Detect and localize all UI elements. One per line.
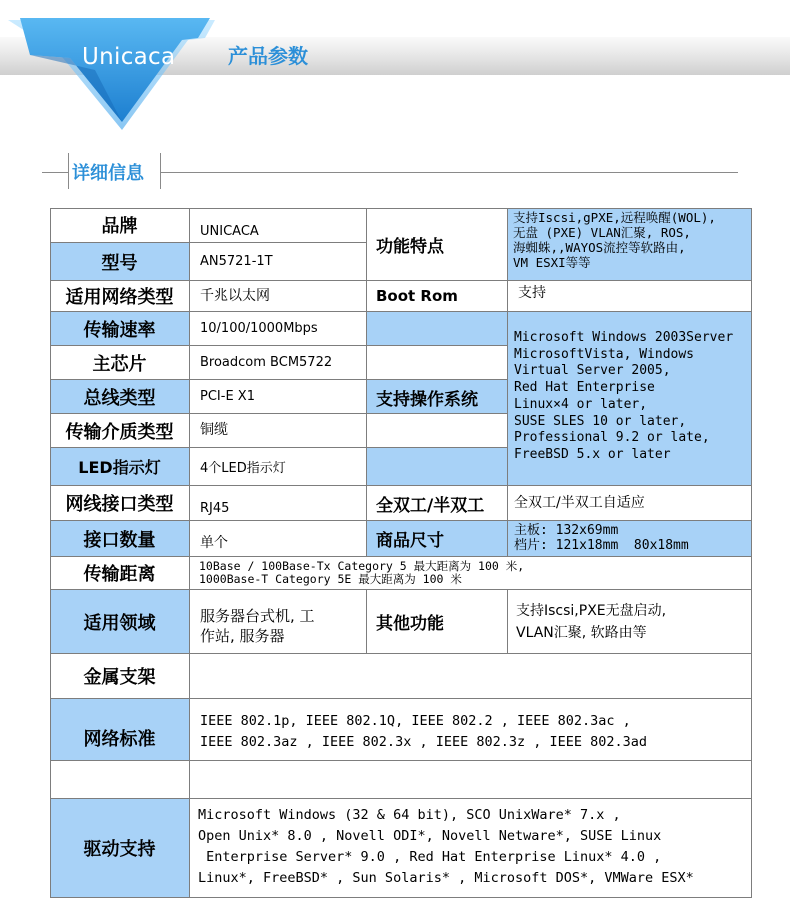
driver-value: Microsoft Windows (32 & 64 bit), SCO UnixWare* 7.x , Open Unix* 8.0 , Novell ODI*, Novell Netware*, SUSE Linux Enterprise Server* 9.0 , Red Hat Enterprise Linux* 4.0 , Linux*, FreeBSD* , Sun Solaris* , Microsoft DOS*, VMWare ESX* [190,799,752,898]
os-label-stripe-2 [367,346,508,380]
usage-value: 服务器台式机, 工 作站, 服务器 [190,590,367,654]
medium-value: 铜缆 [190,414,367,448]
speed-value: 10/100/1000Mbps [190,312,367,346]
distance-value: 10Base / 100Base-Tx Category 5 最大距离为 100 米, 1000Base-T Category 5E 最大距离为 100 米 [190,557,752,590]
os-value: Microsoft Windows 2003Server MicrosoftVista, Windows Virtual Server 2005, Red Hat Enterprise Linux×4 or later, SUSE SLES 10 or later, Professional 9.2 or late, FreeBSD 5.x or later [508,312,752,486]
brand-label: 品牌 [50,208,190,243]
features-label: 功能特点 [367,208,508,281]
port-type-value: RJ45 [190,486,367,521]
os-label-stripe-5 [367,448,508,486]
os-label-stripe-4 [367,414,508,448]
duplex-value: 全双工/半双工自适应 [508,486,752,521]
blank-row-value [190,761,752,799]
chip-value: Broadcom BCM5722 [190,346,367,380]
model-value: AN5721-1T [190,243,367,281]
sub-heading-line-left [42,172,68,173]
sub-heading-tick-left [68,153,69,189]
bus-label: 总线类型 [50,380,190,414]
driver-label: 驱动支持 [50,799,190,898]
section-title: 产品参数 [228,44,308,68]
brand-name: Unicaca [82,44,176,70]
speed-label: 传输速率 [50,312,190,346]
led-value: 4个LED指示灯 [190,448,367,486]
brand-value: UNICACA [190,208,367,243]
boot-rom-value: 支持 [508,281,752,312]
features-value: 支持Iscsi,gPXE,远程唤醒(WOL), 无盘 (PXE) VLAN汇聚, ROS, 海蜘蛛,,WAYOS流控等软路由, VM ESXI等等 [508,208,752,281]
bracket-label: 金属支架 [50,654,190,699]
size-label: 商品尺寸 [367,521,508,557]
medium-label: 传输介质类型 [50,414,190,448]
standard-label: 网络标准 [50,699,190,761]
usage-label: 适用领域 [50,590,190,654]
port-count-label: 接口数量 [50,521,190,557]
sub-heading-title: 详细信息 [72,163,144,184]
boot-rom-label: Boot Rom [367,281,508,312]
network-type-label: 适用网络类型 [50,281,190,312]
bus-value: PCI-E X1 [190,380,367,414]
other-label: 其他功能 [367,590,508,654]
led-label: LED指示灯 [50,448,190,486]
size-value: 主板: 132x69mm 档片: 121x18mm 80x18mm [508,521,752,557]
network-type-value: 千兆以太网 [190,281,367,312]
standard-value: IEEE 802.1p, IEEE 802.1Q, IEEE 802.2 , IEEE 802.3ac , IEEE 802.3az , IEEE 802.3x , IEEE 802.3z , IEEE 802.3ad [190,699,752,761]
distance-label: 传输距离 [50,557,190,590]
port-count-value: 单个 [190,521,367,557]
os-label-stripe-1 [367,312,508,346]
bracket-value [190,654,752,699]
chip-label: 主芯片 [50,346,190,380]
model-label: 型号 [50,243,190,281]
os-label: 支持操作系统 [376,389,478,410]
blank-row-label [50,761,190,799]
other-value: 支持Iscsi,PXE无盘启动, VLAN汇聚, 软路由等 [508,590,752,654]
port-type-label: 网线接口类型 [50,486,190,521]
sub-heading-tick-right [160,153,161,189]
sub-heading-line-right [161,172,738,173]
duplex-label: 全双工/半双工 [367,486,508,521]
